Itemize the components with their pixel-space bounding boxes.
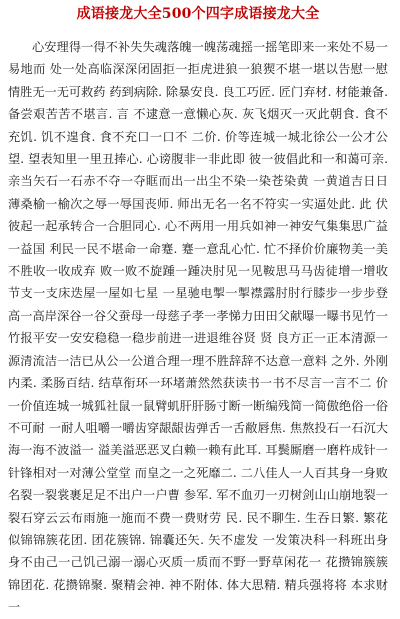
body-paragraph: 心安理得一得不补失失魂落魄一魄荡魂摇一摇笔即来一来处不易一易地而 处一处高临深深闭固拒一拒虎进狼一狼猰不堪一堪以告慰一慰情胜无一无可救药 药到病除. 除暴安良. 良工巧匠. 匠门弃材. 材能兼备. 备尝艰苦苦不堪言. 言 不逮意一意懒心灰. 灰飞烟灭一灭此朝食. 食不充饥. 饥不遑食. 食不充口一口不 二价. 价等连城一城北徐公一公才公望. 望表知里一里丑捧心. 心谤腹非一非此即 彼一彼倡此和一和蔼可亲. 亲当矢石一石赤不夺一夺眶而出一出尘不染一染苍染黄 一黄道吉日日薄桑榆一榆次之辱一辱国丧师. 师出无名一名不符实一实逼处此. 此 伏彼起一起承转合一合胆同心. 心不两用一用兵如神一神安气集集思广益一益国 利民一民不堪命一命蹇. 蹇一意乱心忙. 忙不择价价廉物美一美不胜收一收成弃 败一败不旋踵一踵决肘见一见鞍思马马齿徒增一增收节支一支床迭屋一屋如七星 一星驰电掣一掣襟露肘肘行膝步一步步登高一高岸深谷一谷父蚕母一母慈子孝一孝悌力田田父献曝一曝书见竹一竹报平安一安安稳稳一稳步前进一进退维谷贤 贤 良方正一正本清源一源清流洁一洁已从公一公道合理一理不胜辞辞不达意一意料 之外. 外刚内柔. 柔肠百结. 结草衔环一环堵萧然然获读书一书不尽言一言不二 价一价值连城一城狐社鼠一鼠臂虮肝肝肠寸断一断编残简一简傲绝俗一俗不可耐 一耐人咀嚼一嚼齿穿龈龈齿弹舌一舌敝唇焦. 焦熬投石一石沉大海一海不波溢一 溢美溢恶恶叉白赖一赖有此耳. 耳鬓厮磨一磨杵成针一针锋相对一对薄公堂堂 而皇之一之死靡二. 二八佳人一人百其身一身败名裂一裂裳裹足足不出户一户曹 参军. 军不血刃一刃树剑山山崩地裂一裂石穿云云布雨施一施而不费一费财劳 民. 民不聊生. 生吞日繁. 繁花似锦锦簇花团. 团花簇锦. 锦囊还矢. 矢不虚发 一发策决科一科班出身身不由己一己饥己溺一溺心灭质一质而不野一野草闲花一 花攒锦簇簇锦团花. 花攒锦聚. 聚精会神. 神不附体. 体大思精. 精兵强将将 本求财一 xyxy=(8,40,388,615)
document-title: 成语接龙大全500个四字成语接龙大全 xyxy=(76,6,320,22)
